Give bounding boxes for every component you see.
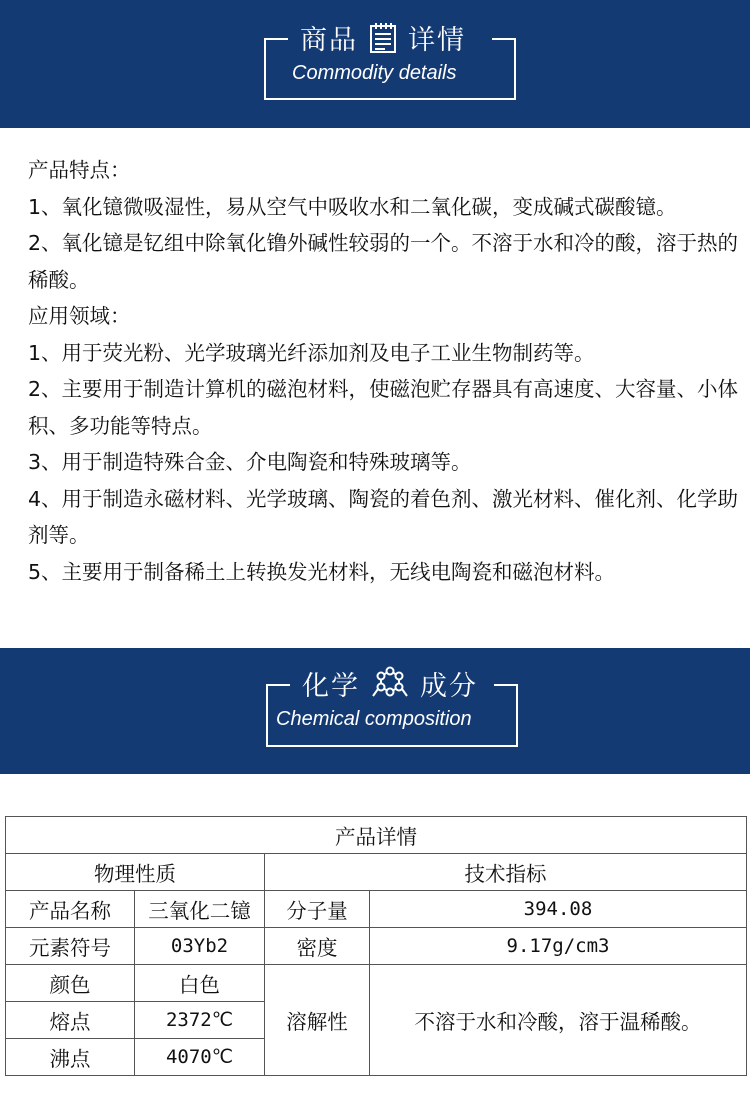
molecular-weight-value: 394.08 [370, 891, 747, 928]
application-item: 4、用于制造永磁材料、光学玻璃、陶瓷的着色剂、激光材料、催化剂、化学助剂等。 [28, 486, 739, 547]
application-item: 2、主要用于制造计算机的磁泡材料，使磁泡贮存器具有高速度、大容量、小体积、多功能等特点。 [28, 377, 739, 438]
element-symbol-label: 元素符号 [6, 928, 135, 965]
physical-properties-header: 物理性质 [6, 854, 265, 891]
application-item: 1、用于荧光粉、光学玻璃光纤添加剂及电子工业生物制药等。 [28, 340, 595, 365]
density-label: 密度 [265, 928, 370, 965]
application-item: 3、用于制造特殊合金、介电陶瓷和特殊玻璃等。 [28, 450, 472, 474]
product-spec-table [5, 816, 747, 1076]
section-subtitle: Commodity details [292, 62, 457, 84]
notepad-icon [368, 22, 398, 54]
boiling-point-value: 4070℃ [135, 1039, 265, 1076]
features-heading: 产品特点： [28, 158, 131, 182]
product-name-value: 三氧化二镱 [135, 891, 265, 928]
element-symbol-value: 03Yb2 [135, 928, 265, 965]
applications-heading: 应用领域： [28, 304, 131, 328]
solubility-value: 不溶于水和冷酸，溶于温稀酸。 [370, 965, 747, 1076]
commodity-details-banner [0, 0, 750, 128]
melting-point-label: 熔点 [6, 1002, 135, 1039]
technical-specs-header: 技术指标 [265, 854, 747, 891]
density-value: 9.17g/cm3 [370, 928, 747, 965]
color-value: 白色 [135, 965, 265, 1002]
section-title [302, 664, 478, 703]
molecular-weight-label: 分子量 [265, 891, 370, 928]
molecule-icon [370, 666, 410, 702]
section-title-right: 详情 [408, 25, 466, 56]
chemical-composition-banner [0, 648, 750, 774]
product-name-label: 产品名称 [6, 891, 135, 928]
section-title [300, 18, 466, 57]
melting-point-value: 2372℃ [135, 1002, 265, 1039]
section-title-left: 化学 [302, 671, 360, 702]
section-title-left: 商品 [300, 25, 358, 56]
feature-item: 2、氧化镱是钇组中除氧化镥外碱性较弱的一个。不溶于水和冷的酸，溶于热的稀酸。 [28, 231, 739, 292]
product-description [28, 152, 740, 590]
feature-item: 1、氧化镱微吸湿性，易从空气中吸收水和二氧化碳，变成碱式碳酸镱。 [28, 194, 677, 219]
solubility-label: 溶解性 [265, 965, 370, 1076]
section-title-right: 成分 [420, 671, 478, 702]
application-item: 5、主要用于制备稀土上转换发光材料，无线电陶瓷和磁泡材料。 [28, 559, 616, 584]
color-label: 颜色 [6, 965, 135, 1002]
table-title: 产品详情 [6, 817, 747, 854]
section-subtitle: Chemical composition [276, 708, 472, 730]
boiling-point-label: 沸点 [6, 1039, 135, 1076]
